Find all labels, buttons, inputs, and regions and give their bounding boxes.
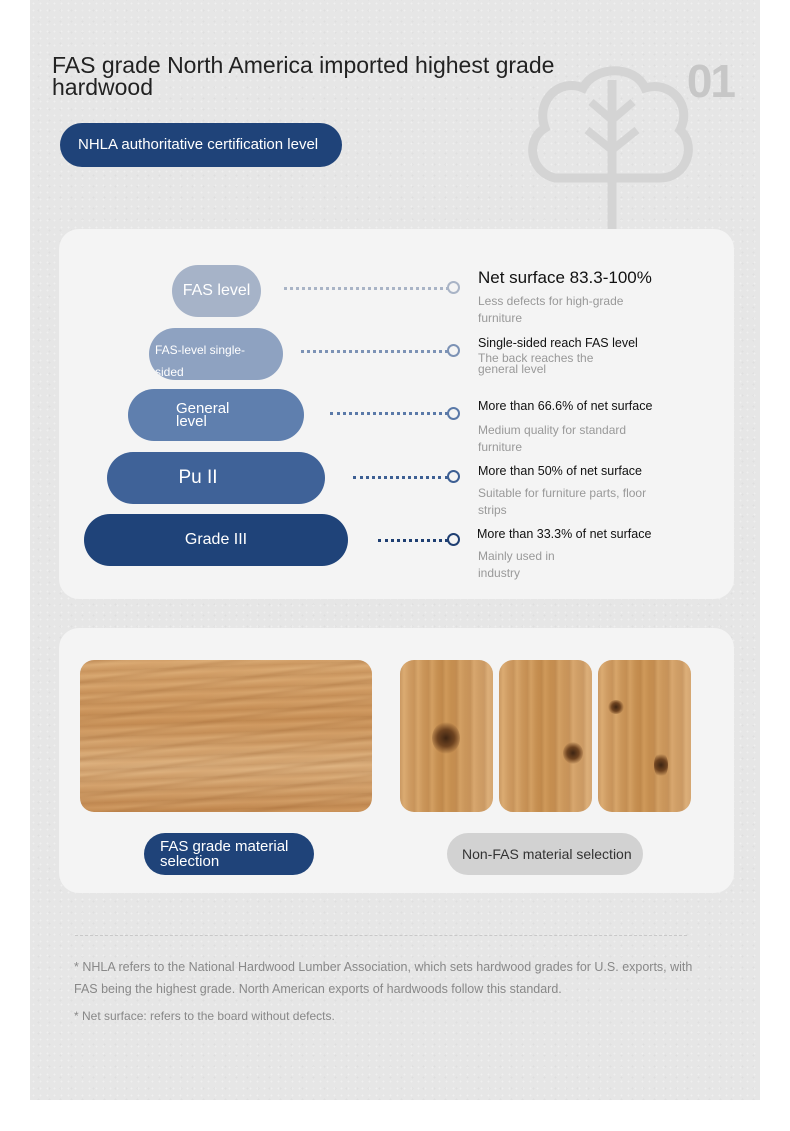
connector-line — [301, 350, 448, 353]
grade-label: Grade III — [184, 531, 248, 548]
nonfas-wood-image-3 — [598, 660, 691, 812]
nonfas-material-label: Non-FAS material selection — [447, 833, 643, 875]
grade-pill-grade3 — [84, 514, 348, 566]
wood-knot — [563, 742, 583, 764]
marker-ring — [447, 533, 460, 546]
nonfas-wood-image-2 — [499, 660, 592, 812]
grade-card — [59, 229, 734, 599]
marker-ring — [447, 281, 460, 294]
certification-badge: NHLA authoritative certification level — [60, 123, 342, 167]
fas-wood-image — [80, 660, 372, 812]
grade-sub-text: Medium quality for standard furniture — [478, 423, 627, 454]
section-number: 01 — [686, 55, 734, 107]
connector-line — [330, 412, 448, 415]
tree-icon — [525, 60, 700, 235]
marker-ring — [447, 407, 460, 420]
grade-pill-fas — [172, 265, 261, 317]
nonfas-wood-image-1 — [400, 660, 493, 812]
connector-line — [284, 287, 449, 290]
marker-ring — [447, 344, 460, 357]
grade-label: Pu II — [178, 467, 218, 488]
grade-label: General level — [176, 400, 230, 430]
wood-knot — [654, 752, 668, 778]
grade-pill-general — [128, 389, 304, 441]
grade-label: FAS level — [182, 282, 251, 299]
grade-sub-text: Suitable for furniture parts, floor strips — [478, 486, 647, 517]
connector-line — [378, 539, 448, 542]
material-card — [59, 628, 734, 893]
grade-main-text: More than 33.3% of net surface — [477, 527, 652, 541]
fas-material-label: FAS grade material selection — [144, 833, 314, 875]
wood-knot — [608, 700, 624, 714]
connector-line — [353, 476, 448, 479]
grade-pill-pu2 — [107, 452, 325, 504]
wood-knot — [432, 722, 460, 754]
grade-sub-text: The back reaches the general level — [478, 351, 594, 376]
grade-main-text: More than 50% of net surface — [478, 464, 642, 478]
footnote-nhla: * NHLA refers to the National Hardwood Lumber Association, which sets hardwood grades for U.S. exports, with FAS being the highest grade. North American exports of hardwoods follow this standard. — [74, 960, 693, 996]
grade-sub-text: Mainly used in industry — [478, 549, 555, 580]
marker-ring — [447, 470, 460, 483]
page-title: FAS grade North America imported highest grade hardwood — [52, 52, 555, 100]
product-info-page — [30, 0, 760, 1100]
grade-label: FAS-level single-sided — [155, 343, 246, 379]
grade-main-text: More than 66.6% of net surface — [478, 399, 653, 413]
grade-sub-text: Less defects for high-grade furniture — [478, 294, 624, 325]
grade-pill-fas-single — [149, 328, 283, 380]
footnote-net-surface: * Net surface: refers to the board without defects. — [74, 1009, 335, 1023]
grade-main-text: Net surface 83.3-100% — [478, 268, 652, 287]
grade-main-text: Single-sided reach FAS level — [478, 336, 638, 350]
divider — [75, 935, 687, 936]
